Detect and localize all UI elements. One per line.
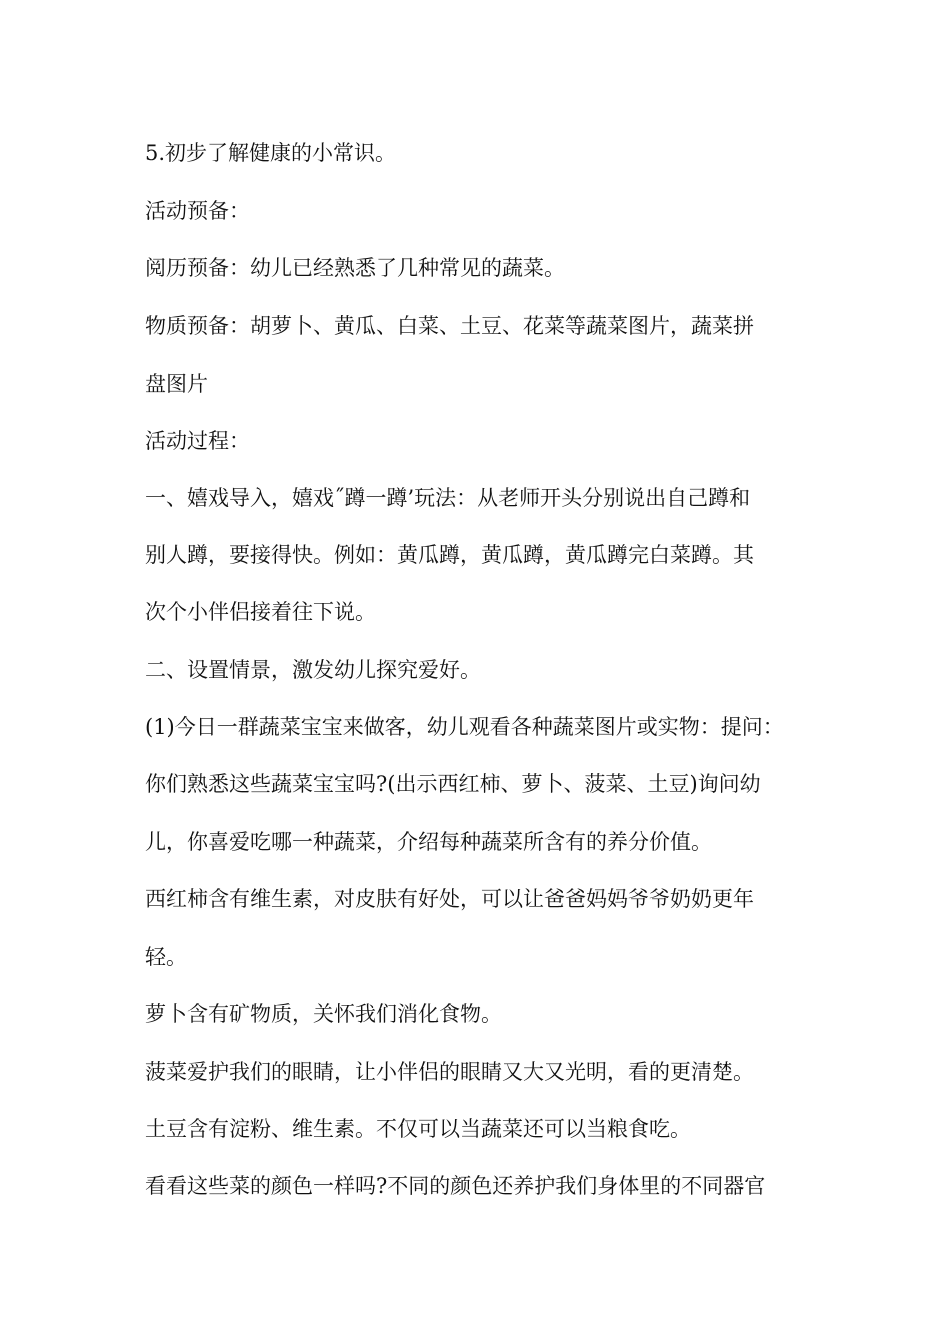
colors-question-line: 看看这些菜的颜色一样吗?不同的颜色还养护我们身体里的不同器官 bbox=[145, 1174, 766, 1198]
radish-line: 萝卜含有矿物质，关怀我们消化食物。 bbox=[145, 1002, 502, 1026]
activity-preparation-heading: 活动预备： bbox=[145, 199, 250, 223]
step-one-line-3: 儿，你喜爱吃哪一种蔬菜，介绍每种蔬菜所含有的养分价值。 bbox=[145, 830, 712, 854]
activity-process-heading: 活动过程： bbox=[145, 429, 250, 453]
step-one-line-2: 你们熟悉这些蔬菜宝宝吗?(出示西红柿、萝卜、菠菜、土豆)询问幼 bbox=[145, 772, 761, 796]
objective-5-line: 5.初步了解健康的小常识。 bbox=[145, 141, 397, 165]
step-one-line-1: (1)今日一群蔬菜宝宝来做客，幼儿观看各种蔬菜图片或实物：提问： bbox=[145, 715, 784, 739]
game-intro-line-3: 次个小伴侣接着往下说。 bbox=[145, 600, 376, 624]
potato-line: 土豆含有淀粉、维生素。不仅可以当蔬菜还可以当粮食吃。 bbox=[145, 1117, 691, 1141]
tomato-line-1: 西红柿含有维生素，对皮肤有好处，可以让爸爸妈妈爷爷奶奶更年 bbox=[145, 887, 754, 911]
experience-preparation-line: 阅历预备：幼儿已经熟悉了几种常见的蔬菜。 bbox=[145, 256, 565, 280]
spinach-line: 菠菜爱护我们的眼睛，让小伴侣的眼睛又大又光明，看的更清楚。 bbox=[145, 1060, 754, 1084]
material-preparation-line-2: 盘图片 bbox=[145, 372, 208, 396]
tomato-line-2: 轻。 bbox=[145, 945, 187, 969]
material-preparation-line-1: 物质预备：胡萝卜、黄瓜、白菜、土豆、花菜等蔬菜图片，蔬菜拼 bbox=[145, 314, 754, 338]
section-two-heading: 二、设置情景，激发幼儿探究爱好。 bbox=[145, 658, 481, 682]
game-intro-line-1: 一、嬉戏导入，嬉戏˝蹲一蹲’玩法：从老师开头分别说出自己蹲和 bbox=[145, 486, 751, 510]
game-intro-line-2: 别人蹲，要接得快。例如：黄瓜蹲，黄瓜蹲，黄瓜蹲完白菜蹲。其 bbox=[145, 543, 754, 567]
